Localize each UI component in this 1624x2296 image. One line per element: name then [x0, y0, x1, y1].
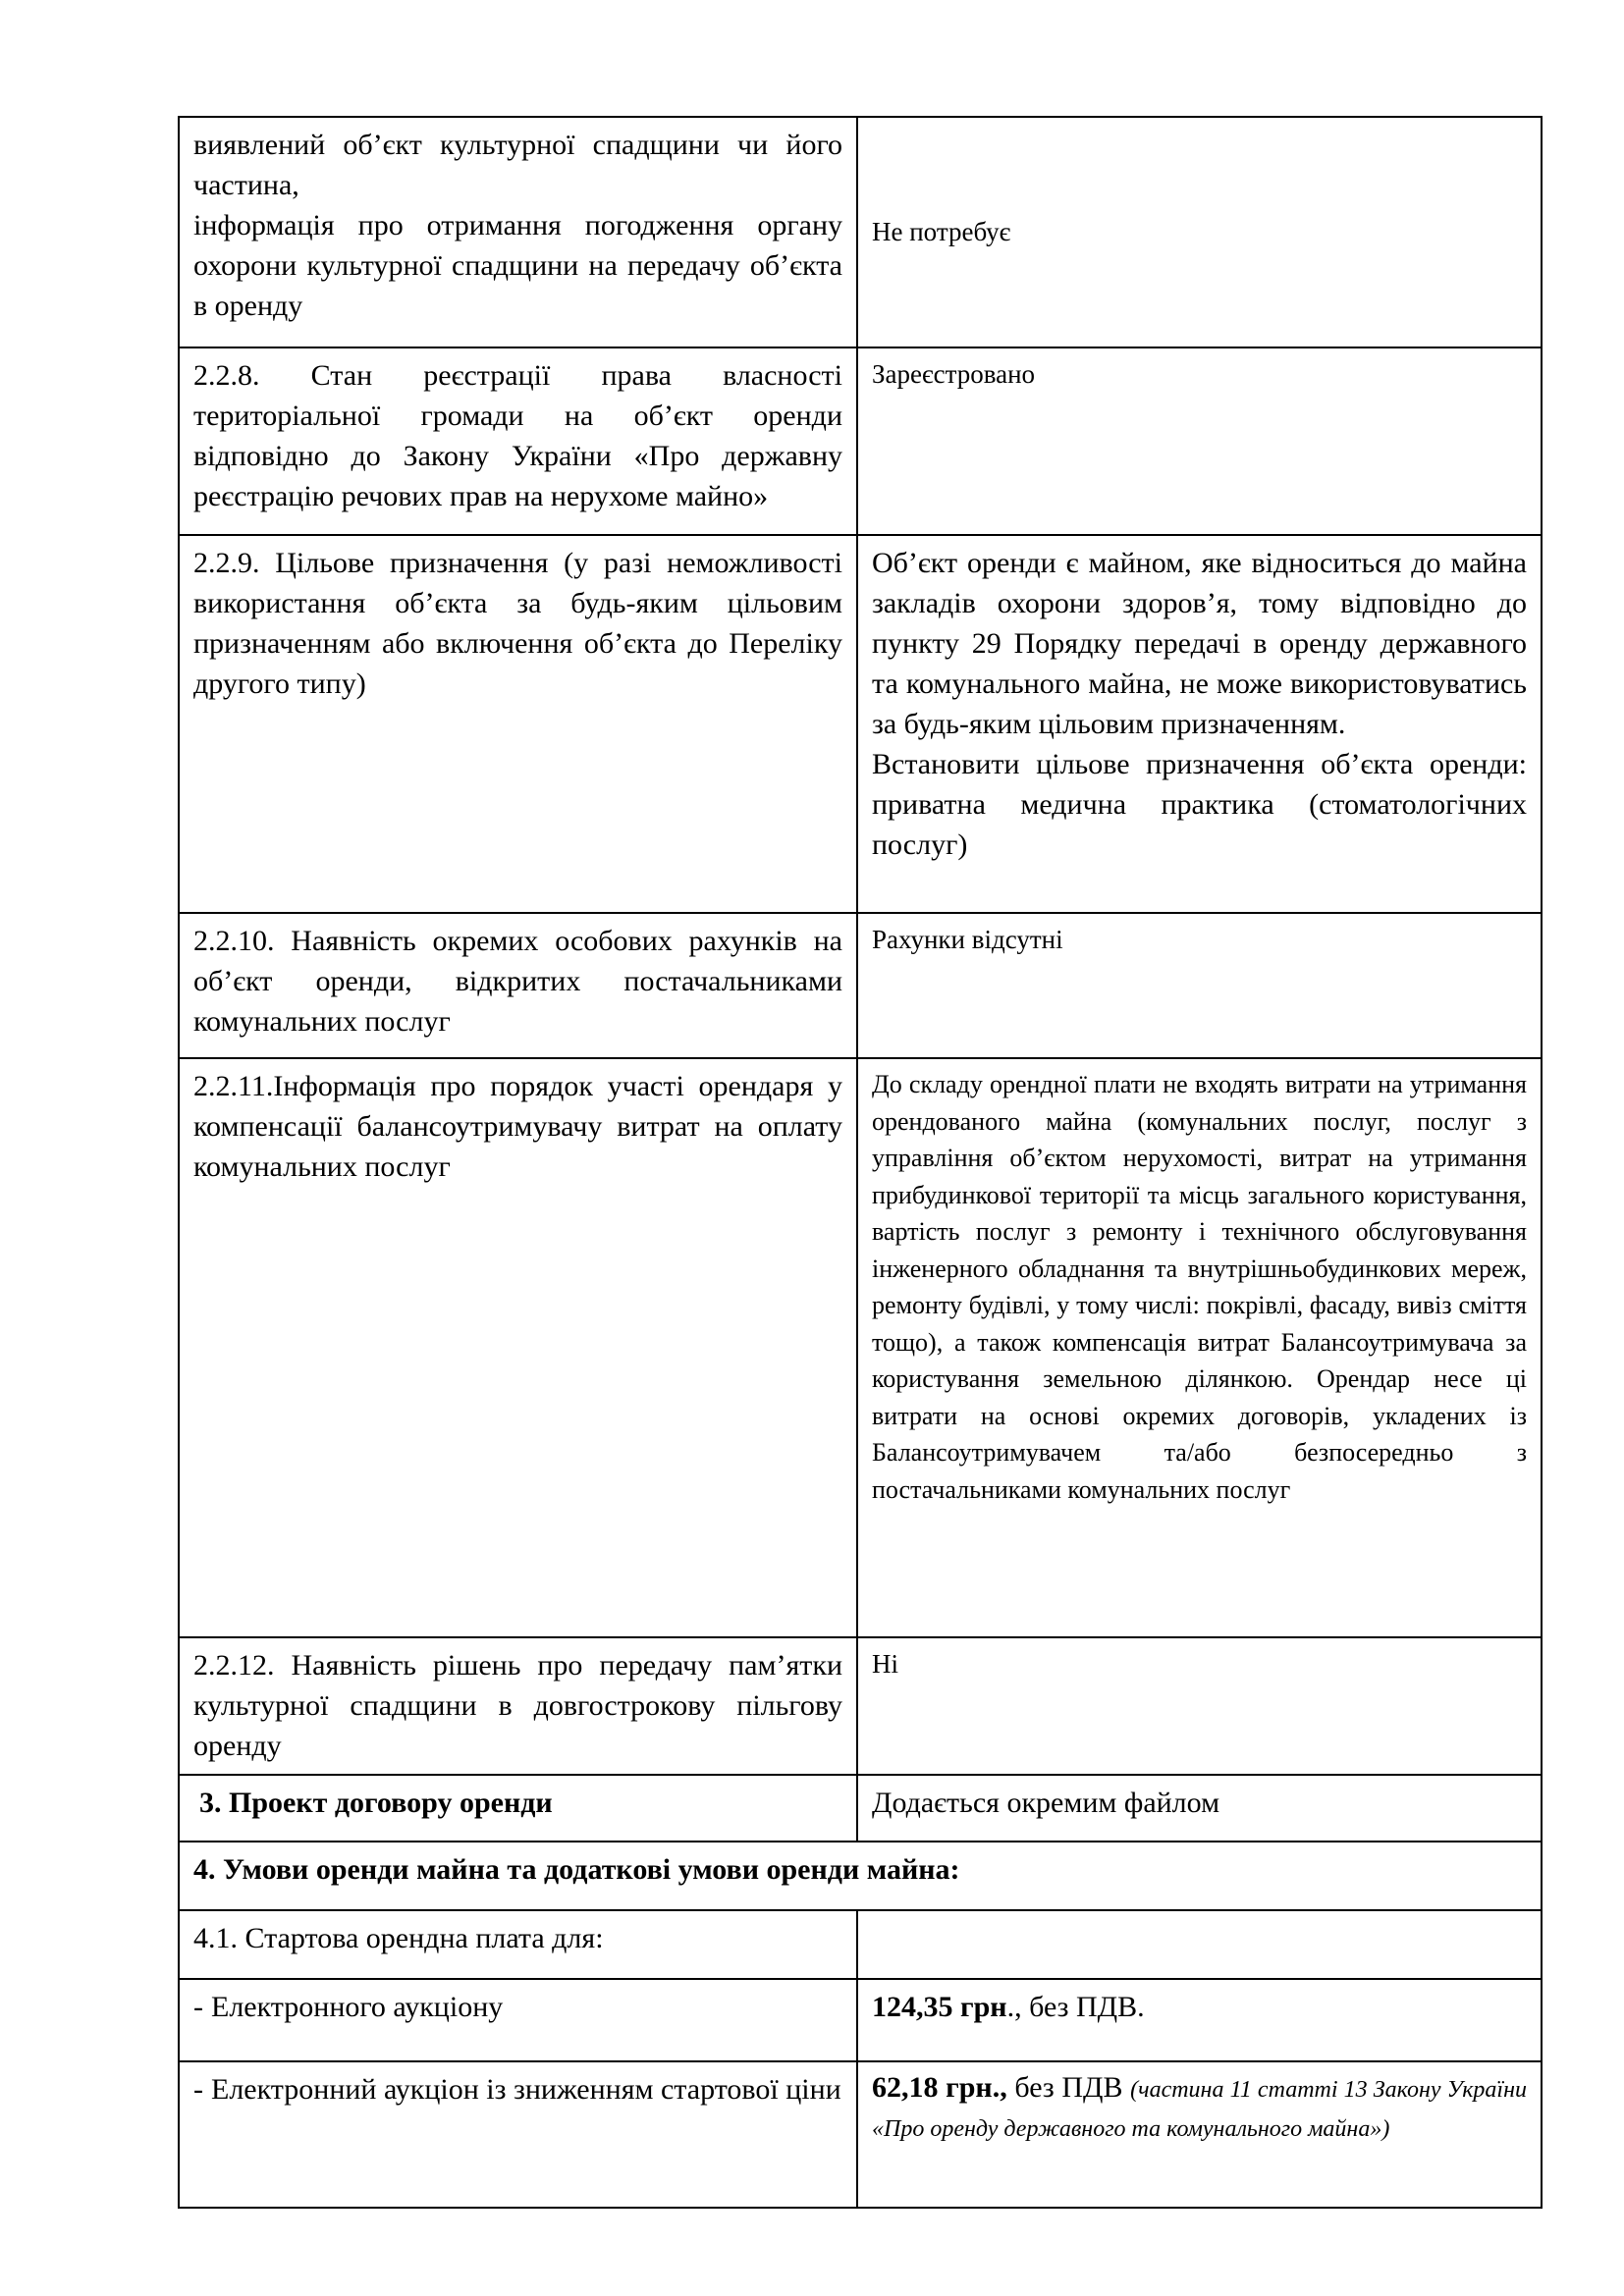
row-value-cell: [857, 347, 1542, 535]
table-row-2-2-9: [179, 535, 1542, 913]
table-row-4-1-auction: [179, 1979, 1542, 2061]
table-row-4-1: [179, 1910, 1542, 1979]
row-value-cell: [857, 1637, 1542, 1775]
row-label-cell: [179, 535, 857, 913]
row-label-cell: [179, 1979, 857, 2061]
row-label-text: 2.2.11.Інформація про порядок участі орендаря у компенсації балансоутримувачу витрат на оплату комунальних послуг: [193, 1070, 842, 1183]
row-value-cell: [857, 2061, 1542, 2208]
row-value-text: Додається окремим файлом: [872, 1787, 1220, 1819]
section-4-title: 4. Умови оренди майна та додаткові умови оренди майна:: [193, 1853, 960, 1886]
row-label-text: 2.2.8. Стан реєстрації права власності територіальної громади на об’єкт оренди відповідно до Закону України «Про державну реєстрацію речових прав на нерухоме майно»: [193, 359, 842, 512]
reduced-price-value: [872, 2069, 1527, 2148]
row-label-cell: [179, 1775, 857, 1842]
row-label-cell: [179, 2061, 857, 2208]
table-row-2-2-10: [179, 913, 1542, 1058]
row-label-text: 4.1. Стартова орендна плата для:: [193, 1922, 604, 1954]
row-value-text: Рахунки відсутні: [872, 925, 1063, 954]
property-lease-table: [178, 116, 1543, 2209]
row-value-text: Не потребує: [872, 216, 1011, 246]
table-row-2-2-8: [179, 347, 1542, 535]
price-suffix: без ПДВ: [1006, 2071, 1131, 2104]
dash-bullet: -: [193, 1991, 203, 2023]
row-value-cell: [857, 117, 1542, 347]
table-row-3: [179, 1775, 1542, 1842]
row-label-cell: [179, 1637, 857, 1775]
row-label-cell: [179, 1910, 857, 1979]
section-3-title: 3. Проект договору оренди: [199, 1787, 553, 1819]
row-label-cell: [179, 1058, 857, 1637]
start-price-value: [872, 1987, 1527, 2027]
row-value-cell: [857, 1058, 1542, 1637]
row-label-text: 2.2.12. Наявність рішень про передачу пам’ятки культурної спадщини в довгострокову пільгову оренду: [193, 1649, 842, 1762]
price-amount: 124,35 грн: [872, 1991, 1007, 2023]
row-value-cell: [857, 913, 1542, 1058]
row-value-text: До складу орендної плати не входять витрати на утримання орендованого майна (комунальних послуг, послуг з управління об’єктом нерухомості, витрат на утримання прибудинкової території та місць загального користування, вартість послуг з ремонту і технічного обслуговування інженерного обладнання та внутрішньобудинкових мереж, ремонту будівлі, у тому числі: покрівлі, фасаду, вивіз сміття тощо), а також компенсація витрат Балансоутримувача за користування земельною ділянкою. Орендар несе ці витрати на основі окремих договорів, укладених із Балансоутримувачем та/або безпосередньо з постачальниками комунальних послуг: [872, 1070, 1527, 1504]
row-label-text: 2.2.10. Наявність окремих особових рахунків на об’єкт оренди, відкритих постачальниками комунальних послуг: [193, 925, 842, 1038]
dash-bullet: -: [193, 2073, 203, 2106]
table-row-4-1-reduced-auction: [179, 2061, 1542, 2208]
row-label-cell: [179, 117, 857, 347]
row-value-text: Ні: [872, 1649, 898, 1679]
row-value-text: Об’єкт оренди є майном, яке відноситься до майна закладів охорони здоров’я, тому відповідно до пункту 29 Порядку передачі в оренду державного та комунального майна, не може використовуватись за будь-яким цільовим призначенням.: [872, 547, 1527, 740]
price-suffix: ., без ПДВ.: [1006, 1991, 1145, 2023]
row-value-text: Зареєстровано: [872, 359, 1036, 389]
table-row-4-heading: [179, 1842, 1542, 1910]
table-row-heritage: [179, 117, 1542, 347]
table-row-2-2-11: [179, 1058, 1542, 1637]
row-value-cell: [857, 1910, 1542, 1979]
row-label-text: інформація про отримання погодження органу охорони культурної спадщини на передачу об’єкта в оренду: [193, 209, 842, 322]
row-value-cell: [857, 1979, 1542, 2061]
section-4-heading-cell: [179, 1842, 1542, 1910]
price-amount: 62,18 грн.,: [872, 2071, 1007, 2104]
row-label-text: Електронного аукціону: [211, 1991, 504, 2023]
row-value-cell: [857, 1775, 1542, 1842]
table-row-2-2-12: [179, 1637, 1542, 1775]
dash-list-item: [193, 1987, 842, 2027]
dash-list-item: [193, 2069, 842, 2109]
row-label-cell: [179, 913, 857, 1058]
row-label-text: 2.2.9. Цільове призначення (у разі неможливості використання об’єкта за будь-яким цільовим призначенням або включення об’єкта до Переліку другого типу): [193, 547, 842, 700]
row-label-cell: [179, 347, 857, 535]
row-value-cell: [857, 535, 1542, 913]
row-value-text: Встановити цільове призначення об’єкта оренди: приватна медична практика (стоматологічних послуг): [872, 748, 1527, 861]
row-label-text: виявлений об’єкт культурної спадщини чи його частина,: [193, 129, 842, 201]
law-reference-note: (частина 11 статті 13 Закону України «Про оренду державного та комунального майна»): [872, 2077, 1527, 2142]
row-label-text: Електронний аукціон із зниженням стартової ціни: [211, 2073, 841, 2106]
